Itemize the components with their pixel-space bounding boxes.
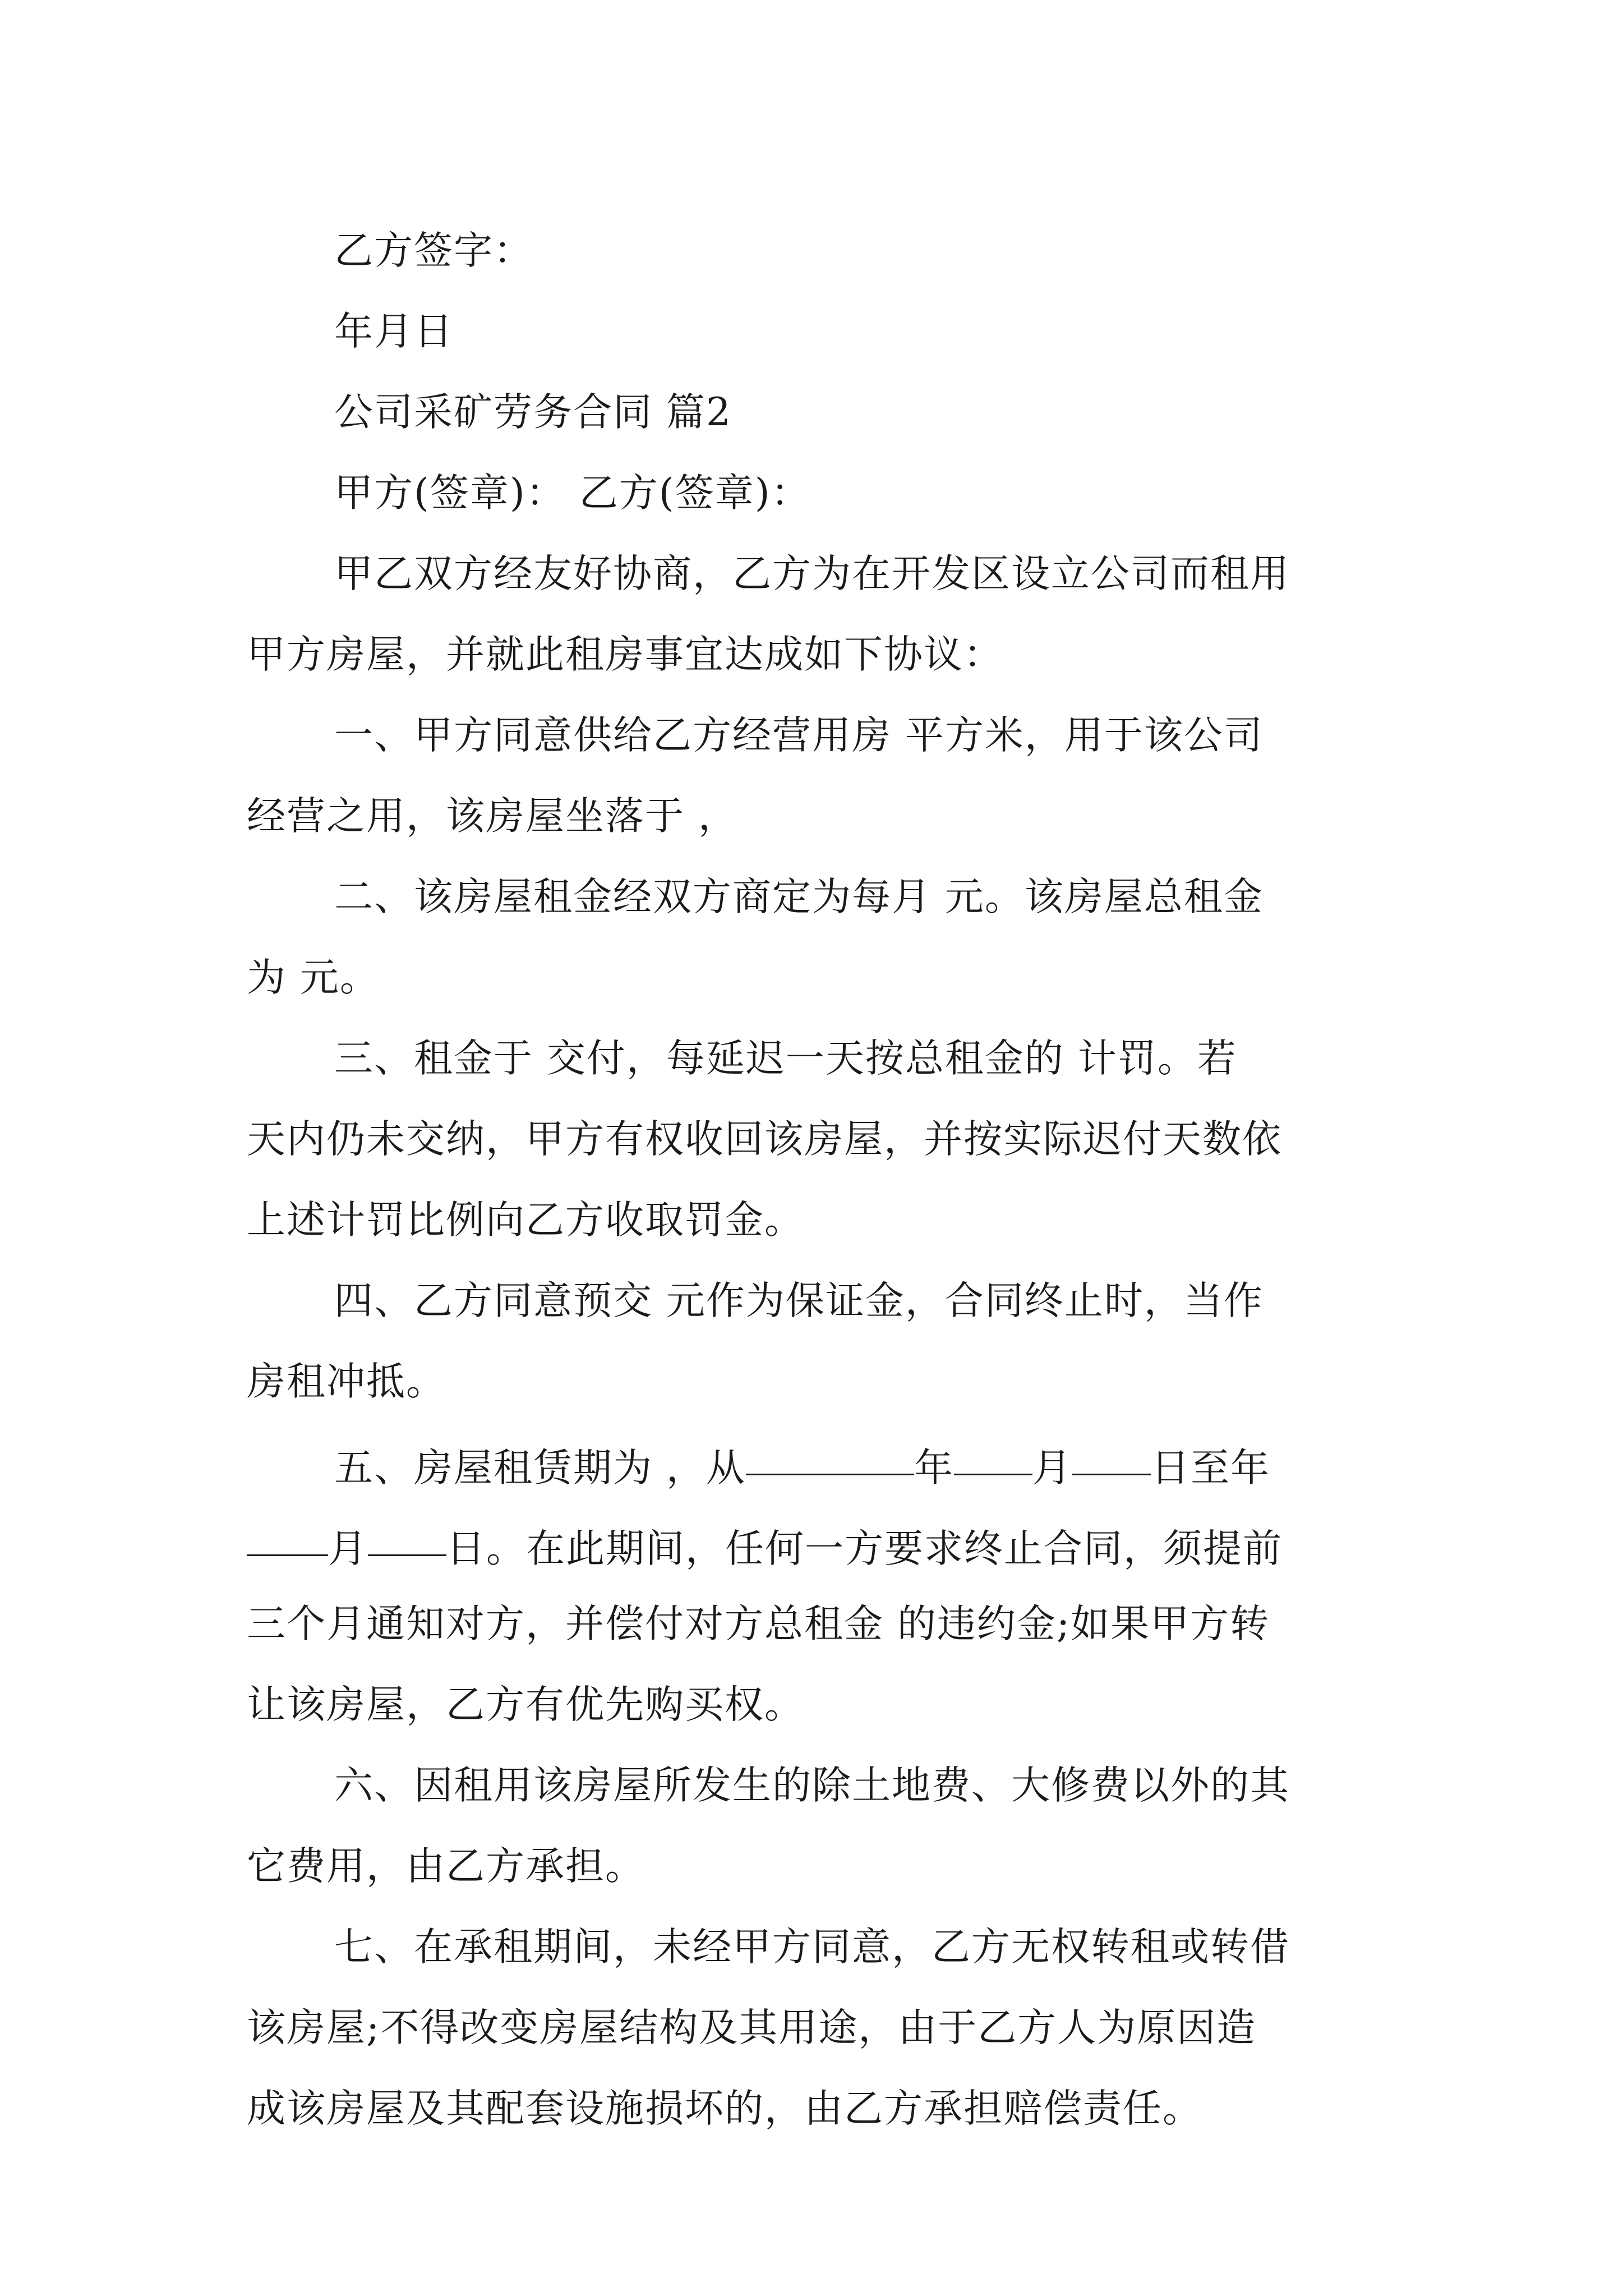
intro-paragraph xyxy=(247,533,1385,695)
clause-5-text: 五、房屋租赁期为 ，从 xyxy=(334,1446,746,1490)
clause-5-text: 日。在此期间，任何一方要求终止合同，须提前 xyxy=(446,1526,1283,1571)
paragraph-line: 一、甲方同意供给乙方经营用房 平方米，用于该公司 xyxy=(334,713,1264,758)
paragraph-line xyxy=(247,1503,1385,1584)
clause-3 xyxy=(247,1018,1385,1260)
clause-5-text: 日至年 xyxy=(1150,1446,1270,1490)
clause-6 xyxy=(247,1745,1385,1907)
section-title: 公司采矿劳务合同 篇2 xyxy=(334,390,732,435)
clause-2 xyxy=(247,857,1385,1018)
paragraph-line: 三个月通知对方，并偿付对方总租金 的违约金;如果甲方转 xyxy=(247,1602,1270,1646)
fill-blank xyxy=(746,1422,914,1475)
paragraph-line: 六、因租用该房屋所发生的除土地费、大修费以外的其 xyxy=(334,1763,1290,1808)
paragraph-line: 二、该房屋租金经双方商定为每月 元。该房屋总租金 xyxy=(334,875,1264,919)
paragraph-line xyxy=(247,1422,1385,1503)
paragraph-line: 房租冲抵。 xyxy=(247,1359,446,1404)
fill-blank xyxy=(954,1422,1032,1475)
document-body xyxy=(247,210,1385,2149)
paragraph-line: 该房屋;不得改变房屋结构及其用途，由于乙方人为原因造 xyxy=(247,2005,1257,2050)
clause-4 xyxy=(247,1260,1385,1422)
parties-signature-line: 甲方(签章)： 乙方(签章)： xyxy=(334,471,811,516)
paragraph-line: 三、租金于 交付，每延迟一天按总租金的 计罚。若 xyxy=(334,1036,1237,1081)
fill-blank xyxy=(368,1503,446,1556)
clause-1 xyxy=(247,695,1385,857)
clause-5-text: 月 xyxy=(328,1526,368,1571)
paragraph-line: 让该房屋，乙方有优先购买权。 xyxy=(247,1682,804,1727)
clause-5 xyxy=(247,1422,1385,1745)
paragraph-line: 成该房屋及其配套设施损坏的，由乙方承担赔偿责任。 xyxy=(247,2086,1202,2131)
signature-b-line: 乙方签字： xyxy=(334,228,533,273)
fill-blank xyxy=(247,1503,328,1556)
paragraph-line: 天内仍未交纳，甲方有权收回该房屋，并按实际迟付天数依 xyxy=(247,1117,1282,1162)
paragraph-line: 经营之用，该房屋坐落于 ， xyxy=(247,794,738,839)
paragraph-line: 甲乙双方经友好协商，乙方为在开发区设立公司而租用 xyxy=(334,551,1290,596)
paragraph-line: 为 元。 xyxy=(247,955,380,1000)
clause-5-text: 年 xyxy=(914,1446,954,1490)
clause-5-text: 月 xyxy=(1032,1446,1072,1490)
date-line: 年月日 xyxy=(334,309,454,354)
paragraph-line: 七、在承租期间，未经甲方同意，乙方无权转租或转借 xyxy=(334,1925,1290,1970)
paragraph-line: 上述计罚比例向乙方收取罚金。 xyxy=(247,1198,804,1243)
paragraph-line: 它费用，由乙方承担。 xyxy=(247,1844,645,1889)
paragraph-line: 四、乙方同意预交 元作为保证金，合同终止时，当作 xyxy=(334,1278,1264,1323)
clause-7 xyxy=(247,1907,1385,2149)
paragraph-line: 甲方房屋，并就此租房事宜达成如下协议： xyxy=(247,632,1003,677)
fill-blank xyxy=(1072,1422,1151,1475)
